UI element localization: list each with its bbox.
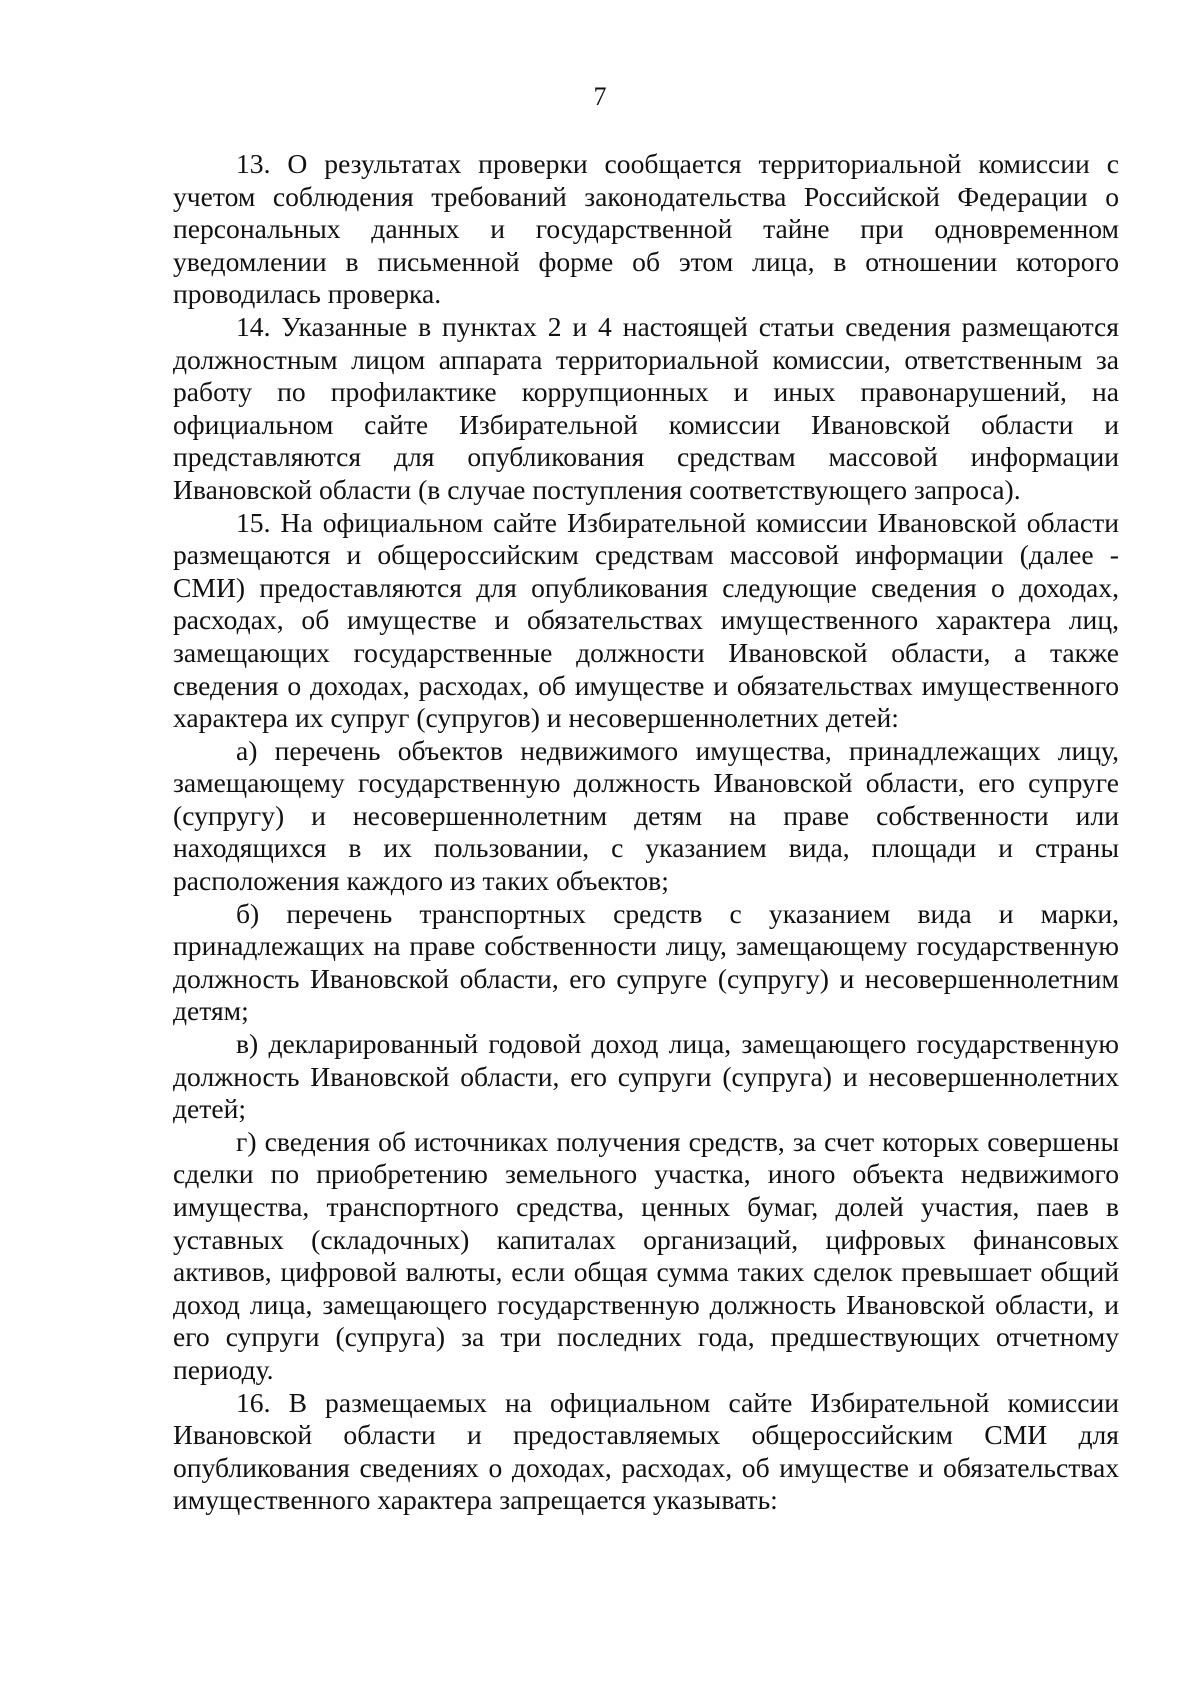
paragraph-14: 14. Указанные в пунктах 2 и 4 настоящей статьи сведения размещаются должностным лицом аппарата территориальной комиссии, ответственным за работу по профилактике коррупционных и иных правонарушений, на официальном сайте Избирательной комиссии Ивановской области и представляются для опубликования средствам массовой информации Ивановской области (в случае поступления соответствующего запроса). bbox=[173, 310, 1119, 505]
paragraph-13: 13. О результатах проверки сообщается территориальной комиссии с учетом соблюдения требований законодательства Российской Федерации о персональных данных и государственной тайне при одновременном уведомлении в письменной форме об этом лица, в отношении которого проводилась проверка. bbox=[173, 148, 1119, 310]
paragraph-16: 16. В размещаемых на официальном сайте Избирательной комиссии Ивановской области и предоставляемых общероссийским СМИ для опубликования сведениях о доходах, расходах, об имуществе и обязательствах имущественного характера запрещается указывать: bbox=[173, 1386, 1119, 1516]
subparagraph-g: г) сведения об источниках получения средств, за счет которых совершены сделки по приобретению земельного участка, иного объекта недвижимого имущества, транспортного средства, ценных бумаг, долей участия, паев в уставных (складочных) капиталах организаций, цифровых финансовых активов, цифровой валюты, если общая сумма таких сделок превышает общий доход лица, замещающего государственную должность Ивановской области, и его супруги (супруга) за три последних года, предшествующих отчетному периоду. bbox=[173, 1125, 1119, 1385]
subparagraph-a: а) перечень объектов недвижимого имущества, принадлежащих лицу, замещающему государственную должность Ивановской области, его супруге (супругу) и несовершеннолетним детям на праве собственности или находящихся в их пользовании, с указанием вида, площади и страны расположения каждого из таких объектов; bbox=[173, 734, 1119, 897]
subparagraph-b: б) перечень транспортных средств с указанием вида и марки, принадлежащих на праве собственности лицу, замещающему государственную должность Ивановской области, его супруге (супругу) и несовершеннолетним детям; bbox=[173, 897, 1119, 1027]
subparagraph-v: в) декларированный годовой доход лица, замещающего государственную должность Ивановской области, его супруги (супруга) и несовершеннолетних детей; bbox=[173, 1028, 1119, 1125]
paragraph-15: 15. На официальном сайте Избирательной комиссии Ивановской области размещаются и общероссийским средствам массовой информации (далее - СМИ) предоставляются для опубликования следующие сведения о доходах, расходах, об имуществе и обязательствах имущественного характера лиц, замещающих государственные должности Ивановской области, а также сведения о доходах, расходах, об имуществе и обязательствах имущественного характера их супруг (супругов) и несовершеннолетних детей: bbox=[173, 506, 1119, 734]
document-body bbox=[173, 148, 1119, 1517]
page-number: 7 bbox=[593, 82, 607, 111]
